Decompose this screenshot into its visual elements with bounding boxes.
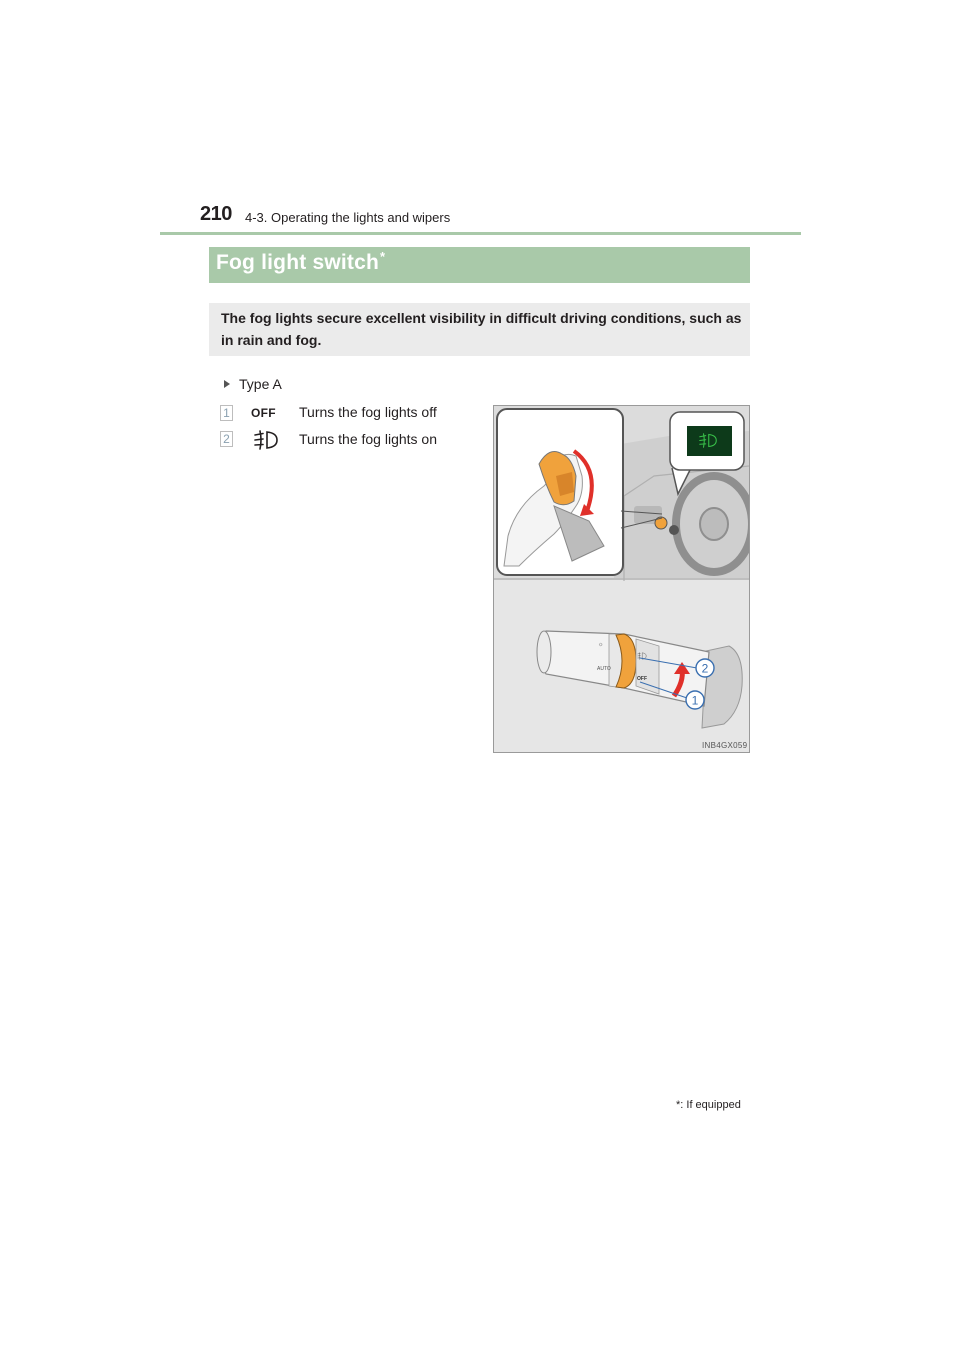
callout-2: 2	[701, 661, 709, 676]
section-reference: 4-3. Operating the lights and wipers	[245, 210, 451, 225]
item-text-2: Turns the fog lights on	[299, 431, 438, 447]
type-label	[224, 376, 282, 392]
off-symbol: OFF	[251, 406, 276, 420]
triangle-bullet-icon	[224, 380, 230, 388]
if-equipped-marker: *	[380, 249, 386, 264]
page-number: 210	[200, 203, 232, 225]
callout-1: 1	[691, 693, 699, 708]
item-number-1: 1	[220, 405, 233, 421]
front-fog-light-icon	[254, 430, 278, 450]
figure-code: INB4GX059	[702, 741, 748, 750]
footnote	[676, 1099, 741, 1111]
section-title-text: Fog light switch	[216, 251, 380, 274]
item-number-2: 2	[220, 431, 233, 447]
switch-off-label: OFF	[637, 676, 647, 682]
auto-position-label: AUTO	[597, 666, 611, 672]
intro-text: The fog lights secure excellent visibility in difficult driving conditions, such as in rain and fog.	[221, 310, 742, 348]
detail-inset	[497, 409, 623, 575]
header-rule	[160, 232, 801, 235]
illustration-drawing	[494, 406, 749, 752]
footnote-marker: *	[676, 1099, 681, 1111]
footnote-text: : If equipped	[680, 1099, 741, 1111]
type-label-text: Type A	[239, 376, 282, 392]
item-text-1: Turns the fog lights off	[299, 404, 437, 420]
section-title	[216, 251, 385, 275]
fog-light-switch-illustration	[493, 405, 750, 753]
svg-text:☼: ☼	[598, 642, 604, 648]
